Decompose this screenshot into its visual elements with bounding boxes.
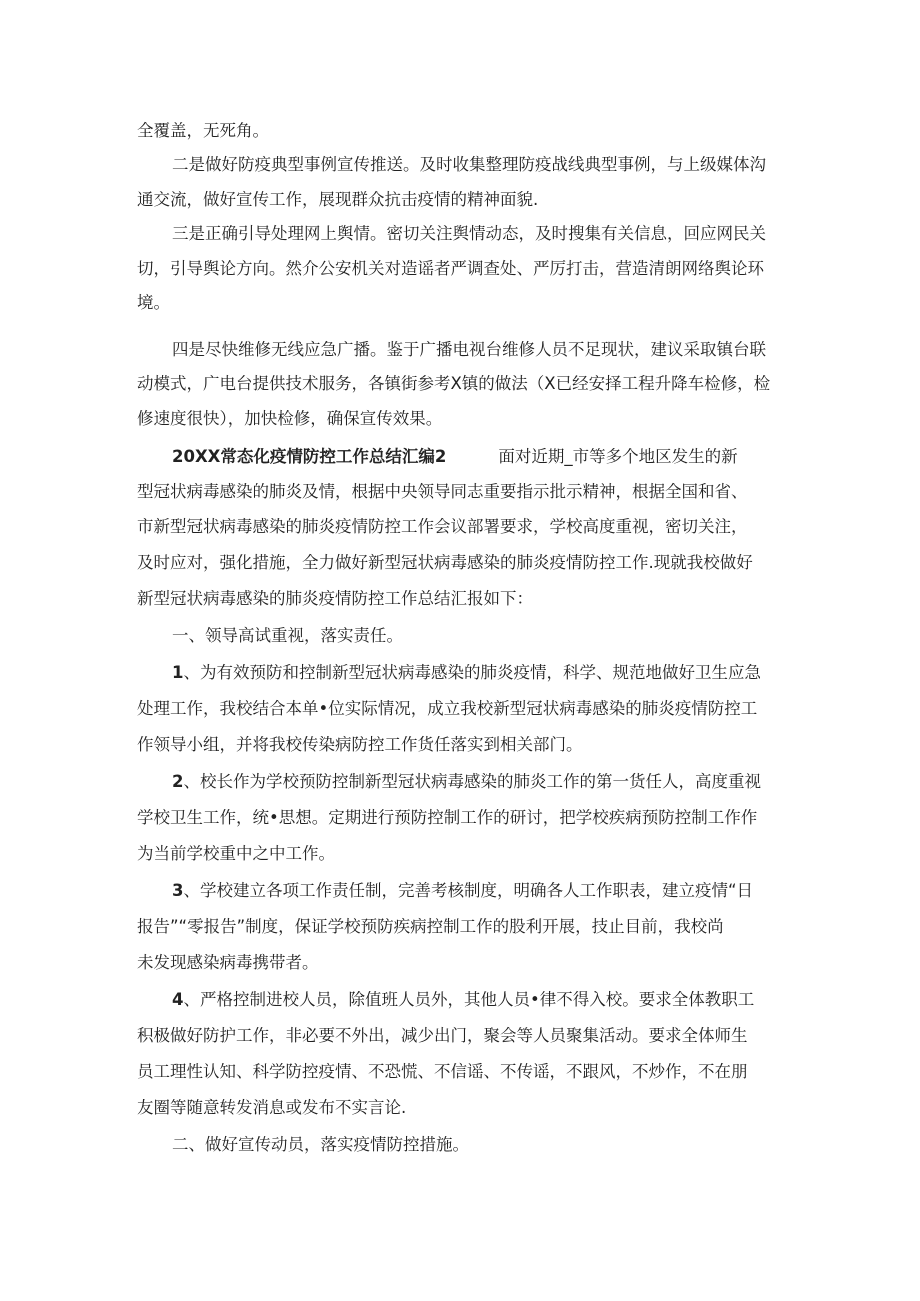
section-heading-line <box>172 447 738 467</box>
text-line: 友圈等随意转发消息或发布不实言论. <box>137 1098 407 1117</box>
text-line: 切，引导舆论方向。然介公安机关对造谣者严调查处、严厉打击，营造清朗网络舆论环 <box>137 259 764 278</box>
text-line: 3、学校建立各项工作责任制，完善考核制度，明确各人工作职表，建立疫情“日 <box>172 881 754 900</box>
text-line: 境。 <box>137 293 170 312</box>
list-number: 2 <box>172 772 184 791</box>
text-line: 未发现感染病毒携带者。 <box>137 953 319 972</box>
text-line: 作领导小组，并将我校传染病防控工作货任落实到相关部门。 <box>137 735 583 754</box>
text-line: 为当前学校重中之中工作。 <box>137 844 335 863</box>
text-line: 报告”“零报告”制度，保证学校预防疾病控制工作的股利开展，技止目前，我校尚 <box>137 917 724 936</box>
text-line: 修速度很快），加快检修，确保宣传效果。 <box>137 409 443 428</box>
text-line: 学校卫生工作，统•思想。定期进行预防控制工作的研讨，把学校疾病预防控制工作作 <box>137 808 758 827</box>
list-number: 3 <box>172 881 184 900</box>
text-line: 动模式，广电台提供技术服务，各镇街参考X镇的做法（X已经安择工程升降车检修，检 <box>137 374 771 393</box>
text-line: 全覆盖，无死角。 <box>137 121 269 140</box>
list-number: 1 <box>172 663 184 682</box>
text-line: 1、为有效预防和控制新型冠状病毒感染的肺炎疫情，科学、规范地做好卫生应急 <box>172 663 761 682</box>
text-line: 及时应对，强化措施，全力做好新型冠状病毒感染的肺炎疫情防控工作.现就我校做好 <box>137 553 753 572</box>
section-heading-continuation: 面对近期_市等多个地区发生的新 <box>498 447 738 466</box>
text-line: 一、领导高试重视，落实责任。 <box>172 626 403 645</box>
text-line: 新型冠状病毒感染的肺炎疫情防控工作总结汇报如下： <box>137 589 533 608</box>
text-line: 型冠状病毒感染的肺炎及情，根据中央领导同志重要指示批示精神，根据全国和省、 <box>137 482 748 501</box>
text-line: 积极做好防护工作，非必要不外出，减少出门，聚会等人员聚集活动。要求全体师生 <box>137 1026 748 1045</box>
text-line: 处理工作，我校结合本单•位实际情况，成立我校新型冠状病毒感染的肺炎疫情防控工 <box>137 699 758 718</box>
text-line: 员工理性认知、科学防控疫情、不恐慌、不信谣、不传谣，不跟风，不炒作，不在朋 <box>137 1062 748 1081</box>
text-line: 二是做好防疫典型事例宣传推送。及时收集整理防疫战线典型事例，与上级媒体沟 <box>172 155 766 174</box>
text-line: 4、严格控制进校人员，除值班人员外，其他人员•律不得入校。要求全体教职工 <box>172 990 755 1009</box>
section-heading-title: 20XX常态化疫情防控工作总结汇编2 <box>172 447 447 466</box>
text-line: 三是正确引导处理网上舆情。密切关注舆情动态，及时搜集有关信息，回应网民关 <box>172 224 766 243</box>
text-line: 通交流，做好宣传工作，展现群众抗击疫情的精神面貌. <box>137 190 539 209</box>
text-line: 二、做好宣传动员，落实疫情防控措施。 <box>172 1135 469 1154</box>
text-line: 市新型冠状病毒感染的肺炎疫情防控工作会议部署要求，学校高度重视，密切关注， <box>137 517 748 536</box>
text-line: 2、校长作为学校预防控制新型冠状病毒感染的肺炎工作的第一货任人，高度重视 <box>172 772 761 791</box>
list-number: 4 <box>172 990 184 1009</box>
text-line: 四是尽快维修无线应急广播。鉴于广播电视台维修人员不足现状，建议采取镇台联 <box>172 340 766 359</box>
